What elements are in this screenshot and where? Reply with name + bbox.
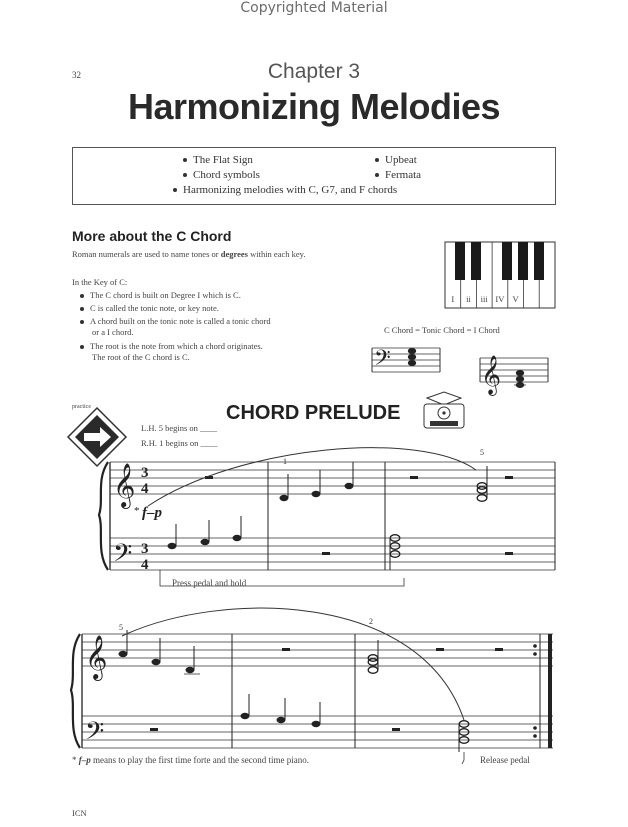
dynamic-marking: f–p [142,505,162,521]
treble-staff-chord-example [480,355,548,396]
degree-label: iii [480,294,488,304]
fingering: 1 [283,457,287,466]
bullet-root: The root is the note from which a chord originates. [80,341,263,351]
badge-label: practice [72,404,91,410]
lh-start-note: L.H. 5 begins on ____ [141,423,218,433]
degree-label: IV [495,294,505,304]
treble-clef-icon: 𝄞 [481,355,502,395]
bullet-root-cont: The root of the C chord is C. [92,352,190,362]
rh-start-note: R.H. 1 begins on ____ [141,438,218,448]
fingering: 5 [119,623,123,632]
score-system-2 [71,608,553,764]
degree-label: I [451,294,455,304]
cd-icon [424,392,464,428]
footer-code: ICN [72,808,87,818]
bullet-tonic-chord-cont: or a I chord. [92,327,134,337]
time-sig-bottom: 4 [141,557,149,573]
bullet-tonic-chord: A chord built on the tonic note is called a tonic chord [80,316,271,326]
footnote: * f–p means to play the first time forte and the second time piano. [72,755,309,765]
time-sig-top: 3 [141,541,149,557]
topic-chord-symbols: Chord symbols [183,169,260,181]
pedal-release-label: Release pedal [480,755,530,765]
brace-icon [71,634,80,748]
practice-badge [68,408,126,466]
copyright-watermark: Copyrighted Material [240,0,388,16]
brace-icon [99,462,108,570]
chapter-title: Harmonizing Melodies [127,86,501,127]
fingering: 2 [369,617,373,626]
topic-harmonizing: Harmonizing melodies with C, G7, and F chords [173,184,397,196]
bass-clef-icon: 𝄢 [113,539,133,574]
time-sig-top: 3 [141,465,149,481]
score-system-1 [99,448,555,586]
treble-clef-icon: 𝄞 [113,463,136,507]
treble-clef-icon: 𝄞 [85,635,108,679]
chapter-label: Chapter 3 [267,60,361,83]
bass-clef-icon: 𝄢 [85,717,105,752]
section-intro: Roman numerals are used to name tones or degrees within each key. [72,249,306,259]
topic-fermata: Fermata [375,169,421,181]
section-heading: More about the C Chord [72,228,232,244]
fingering: 5 [480,448,484,457]
bullet-degree-one: The C chord is built on Degree I which is C. [80,290,241,300]
bass-clef-icon: 𝄢 [374,346,391,376]
svg-text:*: * [134,505,140,517]
piece-title: CHORD PRELUDE [226,402,401,424]
topic-flat-sign: The Flat Sign [183,154,253,166]
degree-label: V [512,294,519,304]
time-sig-bottom: 4 [141,481,149,497]
keyboard-degree-labels [440,294,523,304]
topic-upbeat: Upbeat [375,154,417,166]
pedal-press-label: Press pedal and hold [172,578,247,588]
chord-equation: C Chord = Tonic Chord = I Chord [384,325,500,335]
bass-staff-chord-example [372,346,440,376]
bullet-tonic-note: C is called the tonic note, or key note. [80,303,219,313]
key-label: In the Key of C: [72,277,128,287]
degree-label: ii [466,294,471,304]
page-number: 32 [72,70,81,80]
